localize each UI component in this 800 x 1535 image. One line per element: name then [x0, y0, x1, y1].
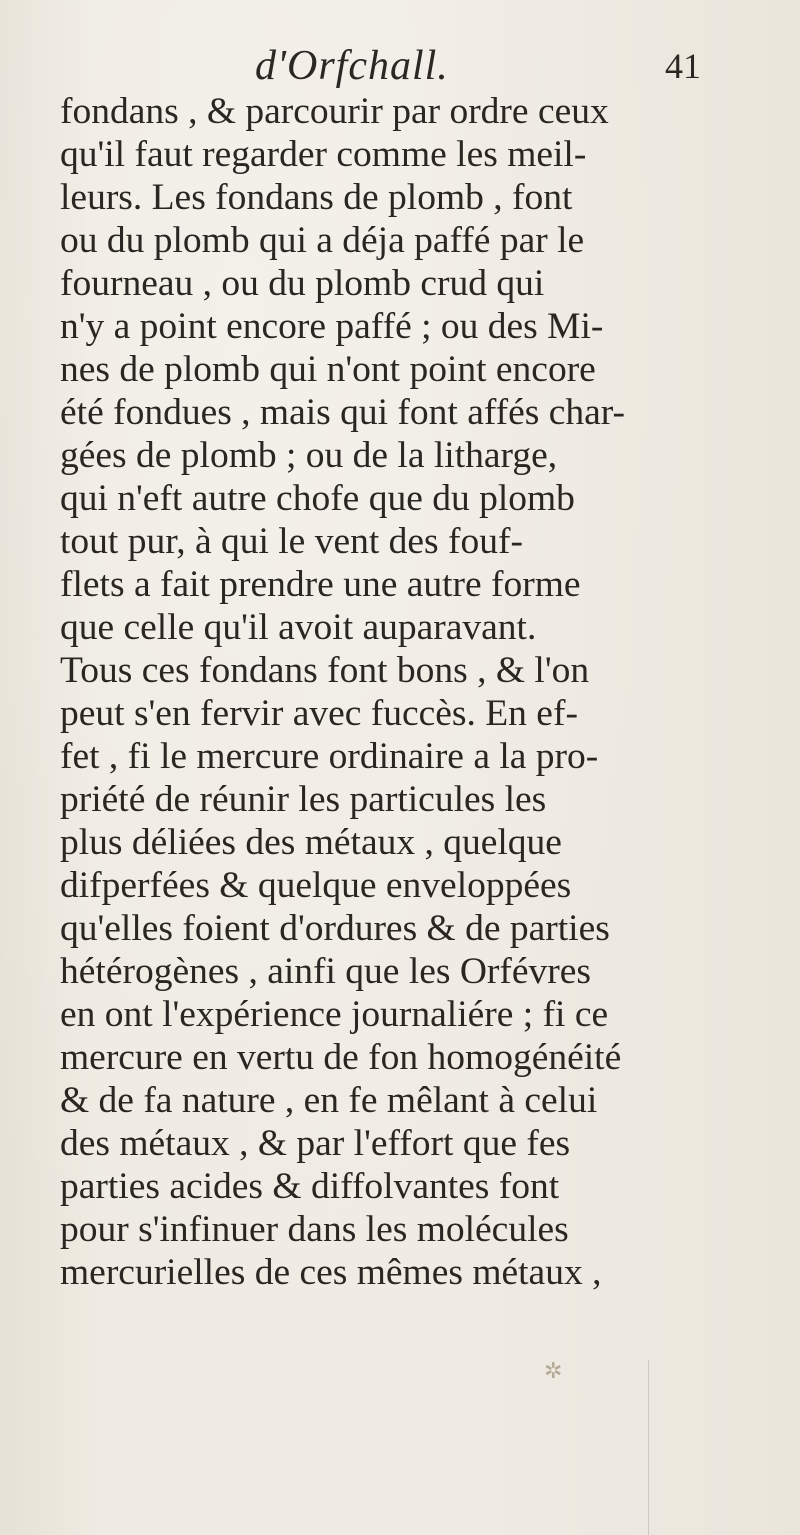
- text-line: ou du plomb qui a déja paffé par le: [60, 220, 585, 261]
- text-line: plus déliées des métaux , quelque: [60, 822, 562, 863]
- text-line: n'y a point encore paffé ; ou des Mi-: [60, 306, 604, 347]
- text-line: qu'elles foient d'ordures & de parties: [60, 908, 610, 949]
- ornament-mark: ✲: [544, 1359, 563, 1384]
- text-line: peut s'en fervir avec fuccès. En ef-: [60, 693, 578, 734]
- text-line: été fondues , mais qui font affés char-: [60, 392, 626, 433]
- text-line: mercure en vertu de fon homogénéité: [60, 1037, 622, 1078]
- text-line: tout pur, à qui le vent des fouf-: [60, 521, 523, 562]
- text-line: en ont l'expérience journaliére ; fi ce: [60, 994, 609, 1035]
- text-line: fondans , & parcourir par ordre ceux: [60, 91, 609, 132]
- page-number: 41: [665, 46, 701, 86]
- page-fold-line: [648, 1360, 649, 1535]
- text-line: nes de plomb qui n'ont point encore: [60, 349, 596, 390]
- text-line: leurs. Les fondans de plomb , font: [60, 177, 573, 218]
- text-line: qu'il faut regarder comme les meil-: [60, 134, 587, 175]
- text-line: & de fa nature , en fe mêlant à celui: [60, 1080, 598, 1121]
- text-line: qui n'eft autre chofe que du plomb: [60, 478, 575, 519]
- body-text: [60, 90, 780, 1294]
- text-line: difperfées & quelque enveloppées: [60, 865, 572, 906]
- text-line: parties acides & diffolvantes font: [60, 1166, 560, 1207]
- text-line: des métaux , & par l'effort que fes: [60, 1123, 571, 1164]
- text-line: fourneau , ou du plomb crud qui: [60, 263, 545, 304]
- text-line: fet , fi le mercure ordinaire a la pro-: [60, 736, 599, 777]
- running-title: d'Orfchall.: [255, 43, 449, 89]
- text-line: que celle qu'il avoit auparavant.: [60, 607, 537, 648]
- text-line: pour s'infinuer dans les molécules: [60, 1209, 569, 1250]
- text-line: flets a fait prendre une autre forme: [60, 564, 581, 605]
- text-line: Tous ces fondans font bons , & l'on: [60, 650, 590, 691]
- text-line: priété de réunir les particules les: [60, 779, 547, 820]
- text-line: gées de plomb ; ou de la litharge,: [60, 435, 558, 476]
- text-line: hétérogènes , ainfi que les Orfévres: [60, 951, 592, 992]
- page-header: [0, 40, 800, 92]
- text-line: mercurielles de ces mêmes métaux ,: [60, 1252, 602, 1293]
